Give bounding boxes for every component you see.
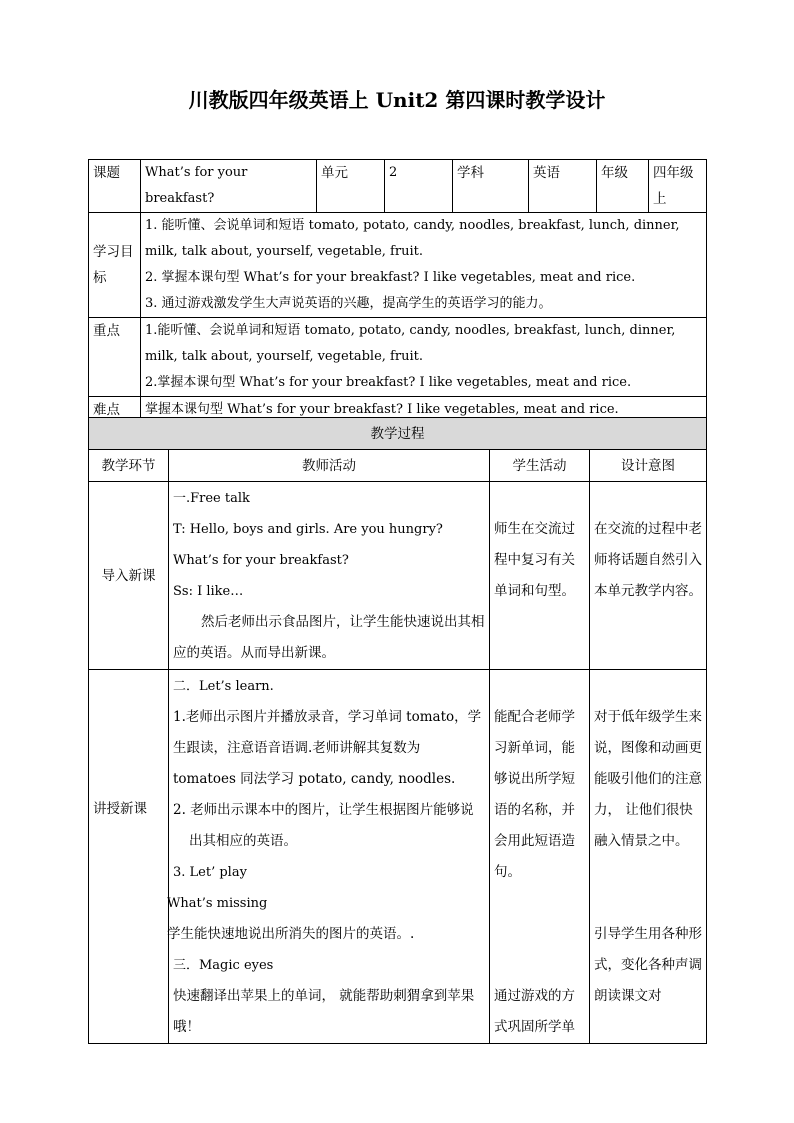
design-intent <box>590 670 707 1044</box>
activity-line: What’s missing <box>167 896 268 911</box>
grade-label: 年级 <box>597 160 649 213</box>
activity-line: 二．Let’s learn. <box>173 679 274 694</box>
stage-name: 导入新课 <box>89 482 169 670</box>
student-activity-text: 通过游戏的方式巩固所学单 <box>494 988 575 1035</box>
teacher-activity <box>169 670 490 1044</box>
topic-value: What’s for your breakfast? <box>141 160 317 213</box>
student-activity <box>490 670 590 1044</box>
activity-line: 1.老师出示图片并播放录音，学习单词 tomato，学生跟读，注意语音语调.老师讲解其复数为 tomatoes 同法学习 potato, candy, noodles. <box>173 709 482 787</box>
topic-label: 课题 <box>89 160 141 213</box>
goal-item: 3. 通过游戏激发学生大声说英语的兴趣，提高学生的英语学习的能力。 <box>145 296 552 311</box>
key-point-item: 1.能听懂、会说单词和短语 tomato, potato, candy, noodles, breakfast, lunch, dinner, milk, talk about, yourself, vegetable, fruit. <box>145 323 676 364</box>
activity-line: T: Hello, boys and girls. Are you hungry? <box>173 522 443 537</box>
student-activity-text: 能配合老师学习新单词，能够说出所学短语的名称，并会用此短语造句。 <box>494 709 575 880</box>
goal-item: 2. 掌握本课句型 What’s for your breakfast? I like vegetables, meat and rice. <box>145 270 636 285</box>
grade-value: 四年级上 <box>649 160 707 213</box>
key-points-label: 重点 <box>89 318 141 397</box>
activity-line: What’s for your breakfast? <box>173 553 349 568</box>
key-points-content <box>141 318 707 397</box>
goals-content <box>141 213 707 318</box>
unit-label: 单元 <box>317 160 385 213</box>
column-header: 学生活动 <box>490 450 590 482</box>
activity-line: 2. 老师出示课本中的图片，让学生根据图片能够说出其相应的英语。 <box>173 802 474 849</box>
goal-item: 1. 能听懂、会说单词和短语 tomato, potato, candy, noodles, breakfast, lunch, dinner, milk, talk about, yourself, vegetable, fruit. <box>145 218 680 259</box>
info-table <box>88 159 707 424</box>
student-activity: 师生在交流过程中复习有关单词和句型。 <box>490 482 590 670</box>
activity-line: 一.Free talk <box>173 491 250 506</box>
subject-label: 学科 <box>453 160 529 213</box>
subject-value: 英语 <box>529 160 597 213</box>
design-intent: 在交流的过程中老师将话题自然引入本单元教学内容。 <box>590 482 707 670</box>
design-intent-text: 对于低年级学生来说，图像和动画更能吸引他们的注意力， 让他们很快融入情景之中。 <box>594 709 702 849</box>
teacher-activity <box>169 482 490 670</box>
column-header: 设计意图 <box>590 450 707 482</box>
activity-line: 学生能快速地说出所消失的图片的英语。. <box>167 926 415 942</box>
stage-name: 讲授新课 <box>89 670 169 1044</box>
activity-line: 三．Magic eyes <box>173 958 274 973</box>
activity-line: 快速翻译出苹果上的单词， 就能帮助刺猬拿到苹果哦！ <box>173 988 475 1035</box>
activity-line: Ss: I like… <box>173 584 244 599</box>
process-header: 教学过程 <box>89 418 707 450</box>
activity-line: 然后老师出示食品图片，让学生能快速说出其相应的英语。从而导出新课。 <box>173 614 485 661</box>
difficult-content: 掌握本课句型 What’s for your breakfast? I like vegetables, meat and rice. <box>141 397 707 424</box>
process-table <box>88 417 707 1044</box>
page-title: 川教版四年级英语上 Unit2 第四课时教学设计 <box>188 88 606 112</box>
activity-line: 3. Let’ play <box>173 865 247 880</box>
column-header: 教学环节 <box>89 450 169 482</box>
difficult-label: 难点 <box>89 397 141 424</box>
design-intent-text: 引导学生用各种形式，变化各种声调朗读课文对 <box>594 926 702 1004</box>
unit-value: 2 <box>385 160 453 213</box>
goals-label: 学习目标 <box>89 213 141 318</box>
column-header: 教师活动 <box>169 450 490 482</box>
key-point-item: 2.掌握本课句型 What’s for your breakfast? I like vegetables, meat and rice. <box>145 375 632 390</box>
